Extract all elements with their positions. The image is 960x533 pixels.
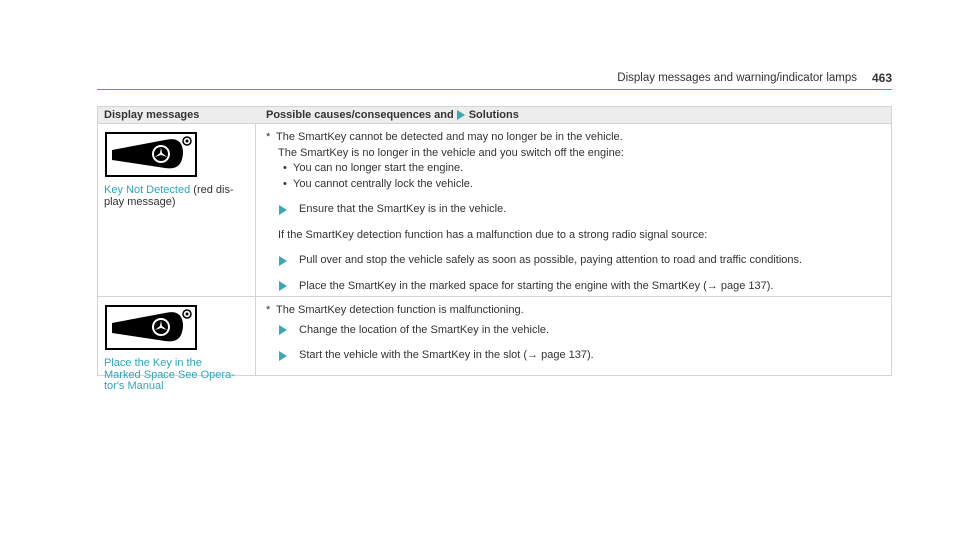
col-solutions-label: Solutions: [468, 108, 519, 121]
cause-text-3: If the SmartKey detection function has a malfunction due to a strong radio signal source:: [278, 228, 708, 241]
message-line-1: Place the Key in the: [104, 357, 202, 369]
causes-solutions-cell: [256, 297, 891, 375]
step-text: Change the location of the SmartKey in the vehicle.: [299, 323, 550, 336]
page-number: 463: [871, 71, 892, 85]
col-causes-label: Possible causes/consequences and: [266, 108, 454, 121]
step-arrow-icon: [279, 281, 287, 291]
table-row: [98, 296, 891, 392]
step-text: Pull over and stop the vehicle safely as soon as possible, paying attention to road and traffic conditions.: [299, 254, 803, 266]
col-causes-solutions: [256, 107, 891, 123]
step-text: Ensure that the SmartKey is in the vehicle.: [299, 203, 507, 215]
solution-step: [266, 279, 881, 295]
solution-arrow-icon: [457, 110, 465, 120]
message-key-not-detected: Key Not Detected: [104, 184, 191, 196]
list-item: [266, 177, 881, 193]
bullet-text: You can no longer start the engine.: [293, 162, 464, 174]
step-arrow-icon: [279, 351, 287, 361]
step-arrow-icon: [279, 256, 287, 266]
display-messages-table: [97, 106, 892, 392]
solution-step: [266, 202, 881, 218]
list-item: [266, 161, 881, 177]
table-header: [98, 107, 891, 123]
bullet-text: You cannot centrally lock the vehicle.: [293, 177, 473, 190]
col-display-messages: Display messages: [104, 109, 200, 121]
asterisk: *: [266, 304, 271, 316]
smartkey-icon: [105, 305, 197, 350]
cause-text: The SmartKey cannot be detected and may no longer be in the vehicle.: [276, 131, 623, 143]
message-line-2: Marked Space See Opera-: [104, 368, 235, 381]
asterisk: *: [266, 131, 271, 143]
message-suffix: (red dis-: [190, 184, 234, 196]
display-message-text: [104, 358, 249, 393]
step-arrow-icon: [279, 325, 287, 335]
solution-step: [266, 323, 881, 339]
table-row: [98, 123, 891, 296]
cause-line: [266, 303, 881, 319]
display-message-cell: [98, 297, 256, 392]
cause-text-2: The SmartKey is no longer in the vehicle and you switch off the engine:: [278, 146, 624, 159]
causes-solutions-cell: [256, 124, 891, 296]
bullet-icon: •: [283, 162, 287, 174]
header-title: Display messages and warning/indicator lamps: [617, 72, 857, 84]
message-line-3: tor's Manual: [104, 380, 164, 392]
step-text: Start the vehicle with the SmartKey in the slot (→ page 137).: [299, 349, 594, 361]
step-arrow-icon: [279, 205, 287, 215]
page-header: [97, 71, 892, 90]
solution-step: [266, 253, 881, 269]
display-message-text: [104, 185, 249, 208]
message-suffix-2: play message): [104, 195, 176, 208]
smartkey-icon: [105, 132, 197, 177]
bullet-icon: •: [283, 177, 287, 190]
step-text: Place the SmartKey in the marked space for starting the engine with the SmartKey (→ page 137).: [299, 279, 774, 292]
cause-line: [266, 130, 881, 146]
solution-step: [266, 348, 881, 364]
display-message-cell: [98, 124, 256, 296]
cause-text: The SmartKey detection function is malfunctioning.: [276, 304, 524, 316]
